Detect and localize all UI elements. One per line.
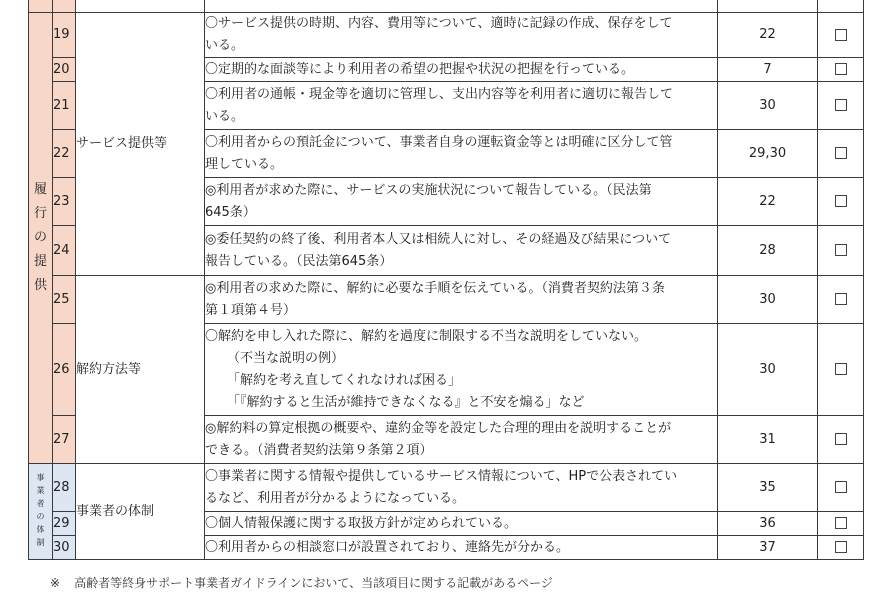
page-ref: 7 <box>718 58 818 82</box>
checkbox-cell <box>818 324 864 416</box>
item-description: 〇事業者に関する情報や提供しているサービス情報について、HPで公表されてい るなど、利用者が分かるようになっている。 <box>205 464 718 512</box>
checkbox[interactable] <box>835 63 847 75</box>
page-ref: 31 <box>718 416 818 464</box>
item-description: 〇利用者からの預託金について、事業者自身の運転資金等とは明確に区分して管 理している。 <box>205 130 718 178</box>
checkbox-cell <box>818 464 864 512</box>
page-ref: 30 <box>718 324 818 416</box>
footnote-mark: ※ <box>50 576 61 590</box>
item-description: 〇利用者の通帳・現金等を適切に管理し、支出内容等を利用者に適切に報告して いる。 <box>205 82 718 130</box>
page-ref: 30 <box>718 82 818 130</box>
item-description: 〇解約を申し入れた際に、解約を過度に制限する不当な説明をしていない。 （不当な説明の例） 「解約を考え直してくれなければ困る」 「『解約すると生活が維持できなくなる』と不安を煽る」など <box>205 324 718 416</box>
row-number: 19 <box>53 13 76 58</box>
checkbox[interactable] <box>835 29 847 41</box>
item-description: ◎利用者が求めた際に、サービスの実施状況について報告している。（民法第 645条） <box>205 178 718 226</box>
checkbox-cell <box>818 82 864 130</box>
row-number: 27 <box>53 416 76 464</box>
table-row <box>29 464 864 512</box>
checkbox-cell <box>818 276 864 324</box>
category-rikou <box>29 13 53 464</box>
checkbox[interactable] <box>835 433 847 445</box>
checkbox[interactable] <box>835 99 847 111</box>
checkbox[interactable] <box>835 541 847 553</box>
row-number <box>53 0 76 13</box>
item-description: 〇個人情報保護に関する取扱方針が定められている。 <box>205 512 718 536</box>
page-ref: 29,30 <box>718 130 818 178</box>
row-number: 26 <box>53 324 76 416</box>
checkbox[interactable] <box>835 481 847 493</box>
checkbox-cell <box>818 58 864 82</box>
subcategory-service: サービス提供等 <box>76 13 205 276</box>
subcategory-cell <box>76 0 205 13</box>
category-cell <box>29 0 53 13</box>
checkbox-cell <box>818 226 864 276</box>
page-ref: 36 <box>718 512 818 536</box>
item-description: 〇利用者からの相談窓口が設置されており、連絡先が分かる。 <box>205 536 718 560</box>
item-description: ◎委任契約の終了後、利用者本人又は相続人に対し、その経過及び結果について 報告している。（民法第645条） <box>205 226 718 276</box>
page-ref: 30 <box>718 276 818 324</box>
checkbox-cell <box>818 178 864 226</box>
checkbox-cell <box>818 130 864 178</box>
row-number: 23 <box>53 178 76 226</box>
table-row <box>29 276 864 324</box>
page-ref: 35 <box>718 464 818 512</box>
footnote <box>50 574 567 591</box>
row-number: 24 <box>53 226 76 276</box>
row-number: 28 <box>53 464 76 512</box>
checkbox-cell <box>818 416 864 464</box>
item-description <box>205 0 718 13</box>
item-description: 〇定期的な面談等により利用者の希望の把握や状況の把握を行っている。 <box>205 58 718 82</box>
row-number: 22 <box>53 130 76 178</box>
page-ref: 28 <box>718 226 818 276</box>
footnote-text: 高齢者等終身サポート事業者ガイドラインにおいて、当該項目に関する記載があるページ <box>74 576 553 590</box>
row-number: 30 <box>53 536 76 560</box>
checkbox-cell <box>818 536 864 560</box>
item-description: 〇サービス提供の時期、内容、費用等について、適時に記録の作成、保存をして いる。 <box>205 13 718 58</box>
checkbox-cell <box>818 512 864 536</box>
checkbox-cell <box>818 13 864 58</box>
row-number: 21 <box>53 82 76 130</box>
page-ref: 22 <box>718 13 818 58</box>
subcategory-taisei: 事業者の体制 <box>76 464 205 560</box>
row-number: 20 <box>53 58 76 82</box>
table-row <box>29 0 864 13</box>
category-jigyousha <box>29 464 53 560</box>
checkbox-cell <box>818 0 864 13</box>
category-rikou-label: 履行の提供 <box>33 182 47 293</box>
page-ref: 22 <box>718 178 818 226</box>
table-row <box>29 13 864 58</box>
checkbox[interactable] <box>835 363 847 375</box>
checkbox[interactable] <box>835 517 847 529</box>
item-description: ◎利用者の求めた際に、解約に必要な手順を伝えている。（消費者契約法第３条 第１項第４号） <box>205 276 718 324</box>
row-number: 29 <box>53 512 76 536</box>
checkbox[interactable] <box>835 195 847 207</box>
checkbox[interactable] <box>835 244 847 256</box>
checkbox[interactable] <box>835 293 847 305</box>
item-description: ◎解約料の算定根拠の概要や、違約金等を設定した合理的理由を説明することが できる。（消費者契約法第９条第２項） <box>205 416 718 464</box>
page-ref <box>718 0 818 13</box>
category-jigyousha-label: 事業者の体制 <box>36 472 45 547</box>
checklist-table <box>28 0 864 560</box>
page-ref: 37 <box>718 536 818 560</box>
checkbox[interactable] <box>835 147 847 159</box>
row-number: 25 <box>53 276 76 324</box>
subcategory-kaiyaku: 解約方法等 <box>76 276 205 464</box>
